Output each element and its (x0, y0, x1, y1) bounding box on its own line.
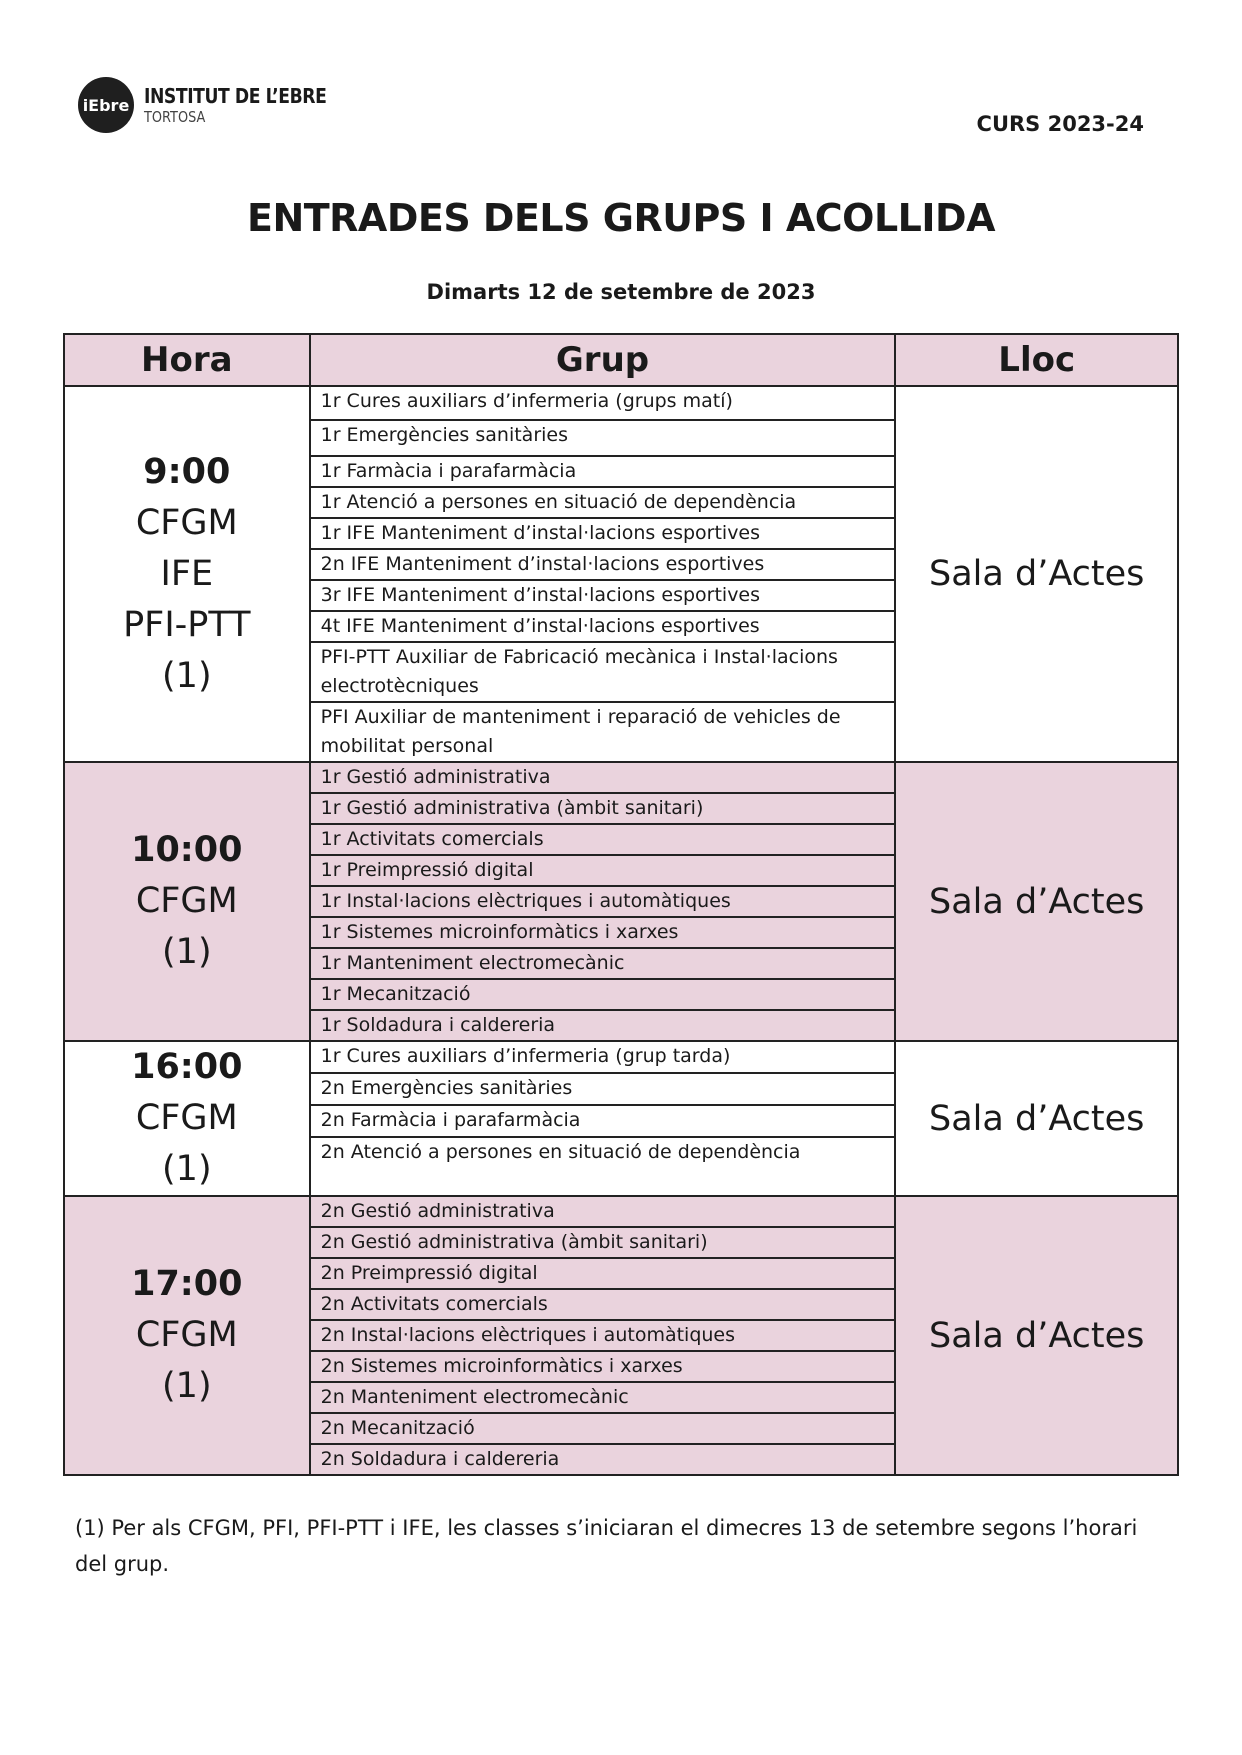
school-logo (78, 77, 356, 133)
group-cell: 1r Gestió administrativa (àmbit sanitari) (310, 793, 896, 824)
group-cell: 2n Activitats comercials (310, 1289, 896, 1320)
group-cell: 2n Manteniment electromecànic (310, 1382, 896, 1413)
group-cell: 1r Emergències sanitàries (310, 420, 896, 456)
hora-line: (1) (162, 655, 212, 696)
lloc-cell: Sala d’Actes (895, 386, 1178, 762)
hora-cell (64, 762, 310, 1041)
hora-line: PFI-PTT (123, 604, 251, 645)
group-cell: 1r Gestió administrativa (310, 762, 896, 793)
table-row (64, 1196, 1178, 1227)
hora-cell (64, 1041, 310, 1196)
hora-line: CFGM (135, 1315, 238, 1355)
group-cell: 2n Instal·lacions elèctriques i automàtiques (310, 1320, 896, 1351)
group-cell: 2n Farmàcia i parafarmàcia (310, 1105, 896, 1137)
hora-line: CFGM (135, 881, 238, 921)
hora-cell (64, 386, 310, 762)
hora-line: IFE (160, 553, 214, 594)
footnote: (1) Per als CFGM, PFI, PFI-PTT i IFE, les classes s’iniciaran el dimecres 13 de setembre segons l’horari del grup. (75, 1516, 1138, 1576)
group-cell: 4t IFE Manteniment d’instal·lacions esportives (310, 611, 896, 642)
group-cell: 2n Soldadura i caldereria (310, 1444, 896, 1475)
group-cell: 2n Sistemes microinformàtics i xarxes (310, 1351, 896, 1382)
date-subtitle: Dimarts 12 de setembre de 2023 (426, 280, 816, 304)
group-cell: 1r Sistemes microinformàtics i xarxes (310, 917, 896, 948)
group-cell: 2n Gestió administrativa (310, 1196, 896, 1227)
logo-text (144, 83, 356, 126)
group-cell: 2n Emergències sanitàries (310, 1073, 896, 1105)
group-cell: 2n Gestió administrativa (àmbit sanitari) (310, 1227, 896, 1258)
hora-time: 10:00 (131, 830, 243, 870)
group-cell: 2n Preimpressió digital (310, 1258, 896, 1289)
hora-line: CFGM (135, 1098, 238, 1138)
header-hora: Hora (64, 334, 310, 386)
group-cell: 1r Preimpressió digital (310, 855, 896, 886)
hora-time: 16:00 (131, 1047, 243, 1087)
group-cell: 1r Farmàcia i parafarmàcia (310, 456, 896, 487)
table-row (64, 386, 1178, 420)
hora-line: (1) (162, 1366, 212, 1406)
table-row (64, 762, 1178, 793)
schedule-table (63, 333, 1179, 1476)
group-cell: 1r Activitats comercials (310, 824, 896, 855)
group-cell: 3r IFE Manteniment d’instal·lacions esportives (310, 580, 896, 611)
group-cell: 1r Soldadura i caldereria (310, 1010, 896, 1041)
hora-line: (1) (162, 1149, 212, 1189)
hora-line: (1) (162, 932, 212, 972)
table-row (64, 1041, 1178, 1073)
logo-badge: iEbre (78, 77, 134, 133)
hora-cell (64, 1196, 310, 1475)
table-header-row (64, 334, 1178, 386)
course-label: CURS 2023-24 (976, 112, 1144, 136)
logo-city: TORTOSA (144, 107, 206, 126)
logo-name: INSTITUT DE L’EBRE (144, 83, 327, 108)
hora-time: 9:00 (143, 451, 231, 492)
group-cell: 1r Cures auxiliars d’infermeria (grups matí) (310, 386, 896, 420)
group-cell: 2n IFE Manteniment d’instal·lacions esportives (310, 549, 896, 580)
group-cell: 1r IFE Manteniment d’instal·lacions esportives (310, 518, 896, 549)
header-lloc: Lloc (895, 334, 1178, 386)
group-cell: 1r Mecanització (310, 979, 896, 1010)
page-title: ENTRADES DELS GRUPS I ACOLLIDA (246, 196, 995, 240)
group-cell: PFI Auxiliar de manteniment i reparació de vehicles de mobilitat personal (310, 702, 896, 762)
hora-time: 17:00 (131, 1264, 243, 1304)
group-cell: 1r Atenció a persones en situació de dependència (310, 487, 896, 518)
lloc-cell: Sala d’Actes (895, 1196, 1178, 1475)
lloc-cell: Sala d’Actes (895, 1041, 1178, 1196)
group-cell: 1r Cures auxiliars d’infermeria (grup tarda) (310, 1041, 896, 1073)
lloc-cell: Sala d’Actes (895, 762, 1178, 1041)
group-cell: 2n Mecanització (310, 1413, 896, 1444)
group-cell: PFI-PTT Auxiliar de Fabricació mecànica i Instal·lacions electrotècniques (310, 642, 896, 702)
hora-line: CFGM (135, 502, 238, 543)
header-grup: Grup (310, 334, 896, 386)
group-cell: 1r Instal·lacions elèctriques i automàtiques (310, 886, 896, 917)
group-cell: 1r Manteniment electromecànic (310, 948, 896, 979)
group-cell: 2n Atenció a persones en situació de dependència (310, 1137, 896, 1196)
